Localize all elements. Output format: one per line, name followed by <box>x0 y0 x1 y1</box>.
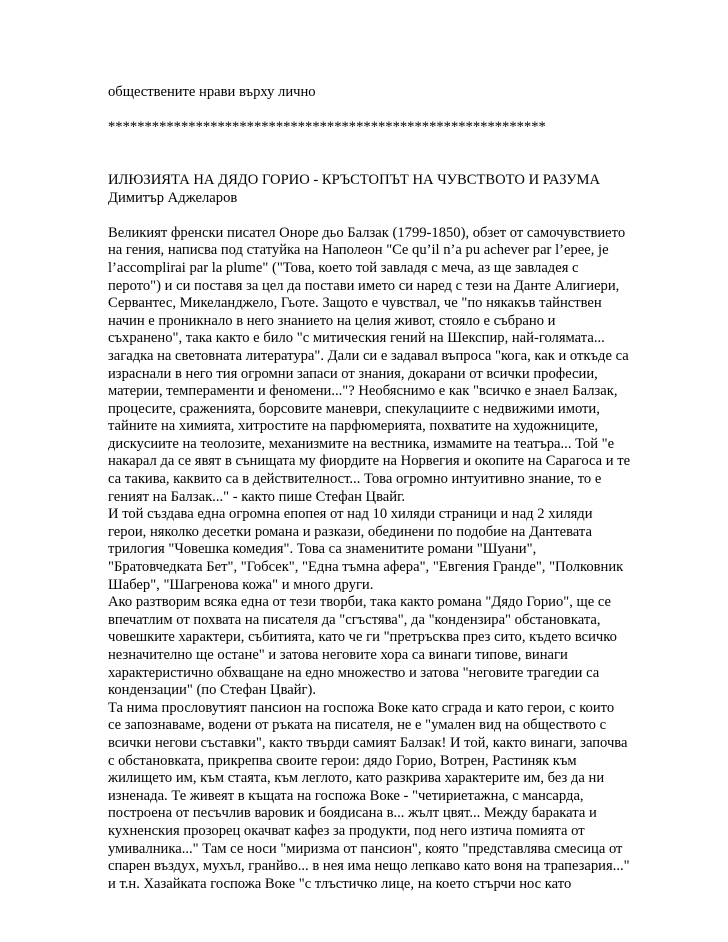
body-line: съхранено", така както е било "с митическия гений на Шекспир, най-голямата... <box>108 330 605 347</box>
body-line: построена от песъчлив варовик и боядисана в... жълт цвят... Между бараката и <box>108 805 597 822</box>
article-author: Димитър Аджеларов <box>108 189 238 206</box>
body-line: Сервантес, Микеланджело, Гьоте. Защото е чувствал, че "по някакъв тайнствен <box>108 295 602 312</box>
body-line: "Братовчедката Бет", "Гобсек", "Една тъмна афера", "Евгения Гранде", "Полковник <box>108 559 624 576</box>
separator-line: ************************************************************ <box>108 119 546 136</box>
body-line: загадка на световната литература". Дали си е задавал въпроса "кога, как и откъде са <box>108 347 629 364</box>
body-line: материи, темпераменти и феномени..."? Необяснимо е как "всичко е знаел Балзак, <box>108 383 618 400</box>
body-line: кухненския прозорец окачват кафез за продукти, под него изтича помията от <box>108 822 585 839</box>
body-line: кондензации" (по Стефан Цвайг). <box>108 682 317 699</box>
body-line: Шабер", "Шагренова кожа" и много други. <box>108 576 374 593</box>
spacer <box>108 102 628 120</box>
body-line: начин е проникнало в него знанието на целия живот, стояло е събрано и <box>108 312 556 329</box>
body-line: перото") и си поставя за цел да постави името си наред с тези на Данте Алигиери, <box>108 277 620 294</box>
intro-line: обществените нрави върху лично <box>108 84 316 100</box>
body-line: жилището им, към стаята, към леглото, като разкрива характерите им, без да ни <box>108 770 605 787</box>
body-line: на гения, написва под статуйка на Наполеон "Ce qu’il n’a pu achever par l’epee, je <box>108 242 609 259</box>
body-line: Великият френски писател Оноре дьо Балзак (1799-1850), обзет от самочувствието <box>108 224 626 241</box>
body-line: геният на Балзак..." - както пише Стефан Цвайг. <box>108 488 406 505</box>
body-line: дискусиите на теолозите, механизмите на вестника, измамите на театъра... Той "е <box>108 435 615 452</box>
body-line: се запознаваме, водени от ръката на писателя, не е "умален вид на обществото с <box>108 717 607 734</box>
body-line: с обстановката, прикрепва своите герои: дядо Горио, Вотрен, Растиняк към <box>108 752 577 769</box>
body-line: l’accomplirai par la plume" ("Това, което той завладя с меча, аз ще завладея с <box>108 259 579 276</box>
body-line: незначително ще остане" и затова неговите хора са винаги типове, винаги <box>108 647 568 663</box>
body-line: характеристично обхващане на едно множество и затова "неговите трагедии са <box>108 664 600 681</box>
body-line: И той създава една огромна епопея от над 10 хиляди страници и над 2 хиляди <box>108 506 593 523</box>
body-line: процесите, сраженията, борсовите маневри, спекулациите с недвижими имоти, <box>108 400 600 417</box>
article-body <box>108 224 631 894</box>
body-line: израснали в него тия огромни запаси от знания, докарани от всички професии, <box>108 365 598 382</box>
body-line: човешките характери, събитията, като че ги "претръсква през сито, където всичко <box>108 629 617 646</box>
body-line: и т.н. Хазайката госпожа Воке "с тлъстичко лице, на което стърчи нос като <box>108 875 572 892</box>
body-line: са такива, каквито са в действителност... Това огромно интуитивно знание, то е <box>108 471 602 488</box>
document-page <box>108 84 631 893</box>
body-line: Ако разтворим всяка една от тези творби, така както романа "Дядо Горио", ще се <box>108 594 612 611</box>
body-line: герои, няколко десетки романа и разкази, обединени по подобие на Дантевата <box>108 523 592 540</box>
spacer <box>108 154 628 172</box>
body-line: всички негови съставки", както твърди самият Балзак! И той, както винаги, започва <box>108 734 628 751</box>
body-line: умивалника..." Там се носи "миризма от пансион", която "представлява смесица от <box>108 840 623 857</box>
body-line: накарал да се явят в сънищата му фиордите на Норвегия и окопите на Сарагоса и те <box>108 453 631 470</box>
spacer <box>108 207 628 225</box>
article-title: ИЛЮЗИЯТА НА ДЯДО ГОРИО - КРЪСТОПЪТ НА ЧУВСТВОТО И РАЗУМА <box>108 171 600 188</box>
body-line: впечатлим от похвата на писателя да "сгъстява", да "кондензира" обстановката, <box>108 611 601 628</box>
spacer <box>108 137 628 155</box>
body-line: тайните на химията, хитростите на парфюмерията, похватите на художниците, <box>108 418 599 435</box>
body-line: изненада. Те живеят в къщата на госпожа Воке - "четириетажна, с мансарда, <box>108 787 584 804</box>
body-line: трилогия "Човешка комедия". Това са знаменитите романи "Шуани", <box>108 541 537 558</box>
body-line: Та нима прословутият пансион на госпожа Воке като сграда и като герои, с които <box>108 699 615 716</box>
body-line: спарен въздух, мухъл, гранйво... в нея има нещо лепкаво като воня на трапезария..." <box>108 858 630 875</box>
